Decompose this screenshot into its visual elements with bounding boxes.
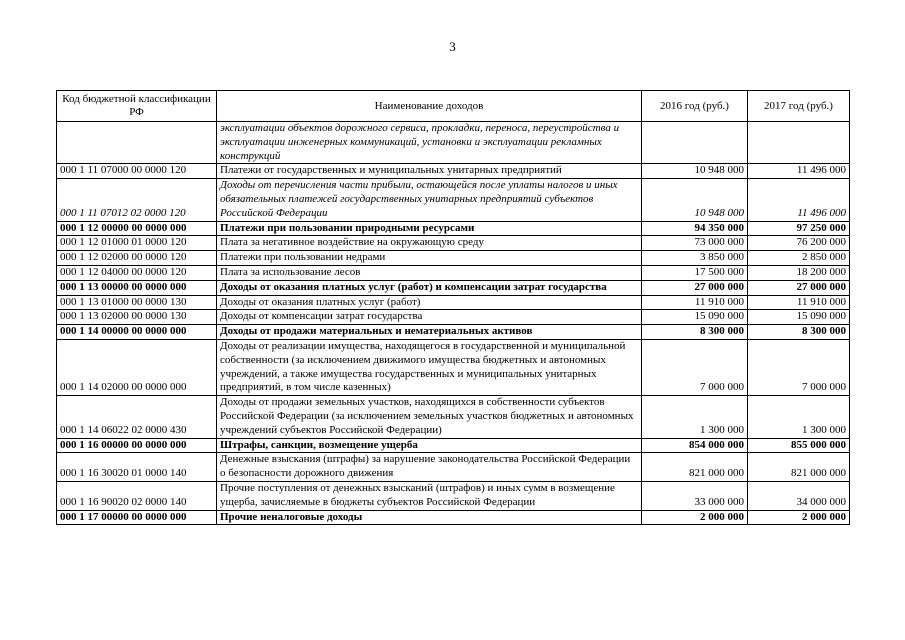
header-code: Код бюджетной классификации РФ xyxy=(57,91,217,122)
revenue-name-cell: Доходы от оказания платных услуг (работ) xyxy=(217,295,642,310)
table-row xyxy=(57,339,850,395)
revenue-name-cell: Доходы от продажи земельных участков, находящихся в собственности субъектов Российской Федерации (за исключением земельных участков бюджетных и автономных учреждений субъектов Российской Федерации) xyxy=(217,396,642,438)
revenue-name-cell: Плата за использование лесов xyxy=(217,265,642,280)
budget-code-cell: 000 1 14 06022 02 0000 430 xyxy=(57,396,217,438)
value-2017-cell: 7 000 000 xyxy=(748,339,850,395)
table-row xyxy=(57,295,850,310)
table-row xyxy=(57,179,850,221)
table-row xyxy=(57,453,850,482)
revenue-name-cell: Штрафы, санкции, возмещение ущерба xyxy=(217,438,642,453)
table-row xyxy=(57,325,850,340)
budget-code-cell: 000 1 14 00000 00 0000 000 xyxy=(57,325,217,340)
value-2017-cell: 27 000 000 xyxy=(748,280,850,295)
value-2016-cell: 10 948 000 xyxy=(642,164,748,179)
value-2016-cell: 94 350 000 xyxy=(642,221,748,236)
value-2016-cell: 73 000 000 xyxy=(642,236,748,251)
budget-code-cell: 000 1 16 00000 00 0000 000 xyxy=(57,438,217,453)
revenue-name-cell: Доходы от оказания платных услуг (работ) и компенсации затрат государства xyxy=(217,280,642,295)
value-2016-cell: 8 300 000 xyxy=(642,325,748,340)
value-2017-cell: 18 200 000 xyxy=(748,265,850,280)
value-2016-cell xyxy=(642,122,748,164)
revenue-name-cell: Платежи при пользовании природными ресурсами xyxy=(217,221,642,236)
header-name: Наименование доходов xyxy=(217,91,642,122)
budget-code-cell: 000 1 16 90020 02 0000 140 xyxy=(57,481,217,510)
revenue-name-cell: Доходы от компенсации затрат государства xyxy=(217,310,642,325)
table-row xyxy=(57,164,850,179)
revenue-name-cell: Платежи при пользовании недрами xyxy=(217,251,642,266)
revenue-name-cell: Прочие неналоговые доходы xyxy=(217,510,642,525)
value-2017-cell: 2 850 000 xyxy=(748,251,850,266)
value-2016-cell: 11 910 000 xyxy=(642,295,748,310)
value-2017-cell: 2 000 000 xyxy=(748,510,850,525)
table-row xyxy=(57,280,850,295)
value-2016-cell: 854 000 000 xyxy=(642,438,748,453)
table-row xyxy=(57,251,850,266)
value-2017-cell xyxy=(748,122,850,164)
budget-code-cell: 000 1 16 30020 01 0000 140 xyxy=(57,453,217,482)
table-row xyxy=(57,510,850,525)
value-2016-cell: 10 948 000 xyxy=(642,179,748,221)
revenue-name-cell: эксплуатации объектов дорожного сервиса, прокладки, переноса, переустройства и эксплуатации инженерных коммуникаций, установки и эксплуатации рекламных конструкций xyxy=(217,122,642,164)
revenue-name-cell: Прочие поступления от денежных взысканий (штрафов) и иных сумм в возмещение ущерба, зачисляемые в бюджеты субъектов Российской Федерации xyxy=(217,481,642,510)
value-2016-cell: 821 000 000 xyxy=(642,453,748,482)
header-2016: 2016 год (руб.) xyxy=(642,91,748,122)
revenue-table xyxy=(56,90,850,525)
value-2016-cell: 27 000 000 xyxy=(642,280,748,295)
value-2017-cell: 1 300 000 xyxy=(748,396,850,438)
header-2017: 2017 год (руб.) xyxy=(748,91,850,122)
value-2016-cell: 1 300 000 xyxy=(642,396,748,438)
value-2016-cell: 2 000 000 xyxy=(642,510,748,525)
revenue-name-cell: Доходы от реализации имущества, находящегося в государственной и муниципальной собственности (за исключением движимого имущества бюджетных и автономных учреждений, а также имущества государственных и муниципальных унитарных предприятий, в том числе казенных) xyxy=(217,339,642,395)
revenue-name-cell: Плата за негативное воздействие на окружающую среду xyxy=(217,236,642,251)
table-row xyxy=(57,236,850,251)
value-2017-cell: 34 000 000 xyxy=(748,481,850,510)
revenue-name-cell: Доходы от перечисления части прибыли, остающейся после уплаты налогов и иных обязательных платежей государственных унитарных предприятий субъектов Российской Федерации xyxy=(217,179,642,221)
budget-code-cell: 000 1 12 00000 00 0000 000 xyxy=(57,221,217,236)
value-2017-cell: 97 250 000 xyxy=(748,221,850,236)
budget-code-cell: 000 1 17 00000 00 0000 000 xyxy=(57,510,217,525)
value-2017-cell: 8 300 000 xyxy=(748,325,850,340)
budget-code-cell: 000 1 14 02000 00 0000 000 xyxy=(57,339,217,395)
value-2016-cell: 15 090 000 xyxy=(642,310,748,325)
page-number: 3 xyxy=(449,39,456,54)
value-2017-cell: 15 090 000 xyxy=(748,310,850,325)
budget-code-cell: 000 1 13 02000 00 0000 130 xyxy=(57,310,217,325)
table-row xyxy=(57,438,850,453)
value-2016-cell: 17 500 000 xyxy=(642,265,748,280)
table-row xyxy=(57,481,850,510)
budget-code-cell: 000 1 13 00000 00 0000 000 xyxy=(57,280,217,295)
value-2017-cell: 11 910 000 xyxy=(748,295,850,310)
budget-code-cell: 000 1 13 01000 00 0000 130 xyxy=(57,295,217,310)
revenue-name-cell: Доходы от продажи материальных и нематериальных активов xyxy=(217,325,642,340)
value-2016-cell: 7 000 000 xyxy=(642,339,748,395)
table-row xyxy=(57,122,850,164)
value-2017-cell: 11 496 000 xyxy=(748,164,850,179)
table-header-row xyxy=(57,91,850,122)
value-2017-cell: 821 000 000 xyxy=(748,453,850,482)
table-body xyxy=(57,122,850,525)
budget-code-cell: 000 1 12 01000 01 0000 120 xyxy=(57,236,217,251)
value-2016-cell: 33 000 000 xyxy=(642,481,748,510)
revenue-name-cell: Платежи от государственных и муниципальных унитарных предприятий xyxy=(217,164,642,179)
value-2017-cell: 855 000 000 xyxy=(748,438,850,453)
budget-code-cell: 000 1 11 07012 02 0000 120 xyxy=(57,179,217,221)
revenue-name-cell: Денежные взыскания (штрафы) за нарушение законодательства Российской Федерации о безопасности дорожного движения xyxy=(217,453,642,482)
value-2017-cell: 76 200 000 xyxy=(748,236,850,251)
budget-code-cell: 000 1 12 02000 00 0000 120 xyxy=(57,251,217,266)
value-2017-cell: 11 496 000 xyxy=(748,179,850,221)
table-row xyxy=(57,396,850,438)
table-row xyxy=(57,310,850,325)
value-2016-cell: 3 850 000 xyxy=(642,251,748,266)
table-row xyxy=(57,265,850,280)
budget-code-cell: 000 1 11 07000 00 0000 120 xyxy=(57,164,217,179)
budget-code-cell: 000 1 12 04000 00 0000 120 xyxy=(57,265,217,280)
table-row xyxy=(57,221,850,236)
budget-code-cell xyxy=(57,122,217,164)
